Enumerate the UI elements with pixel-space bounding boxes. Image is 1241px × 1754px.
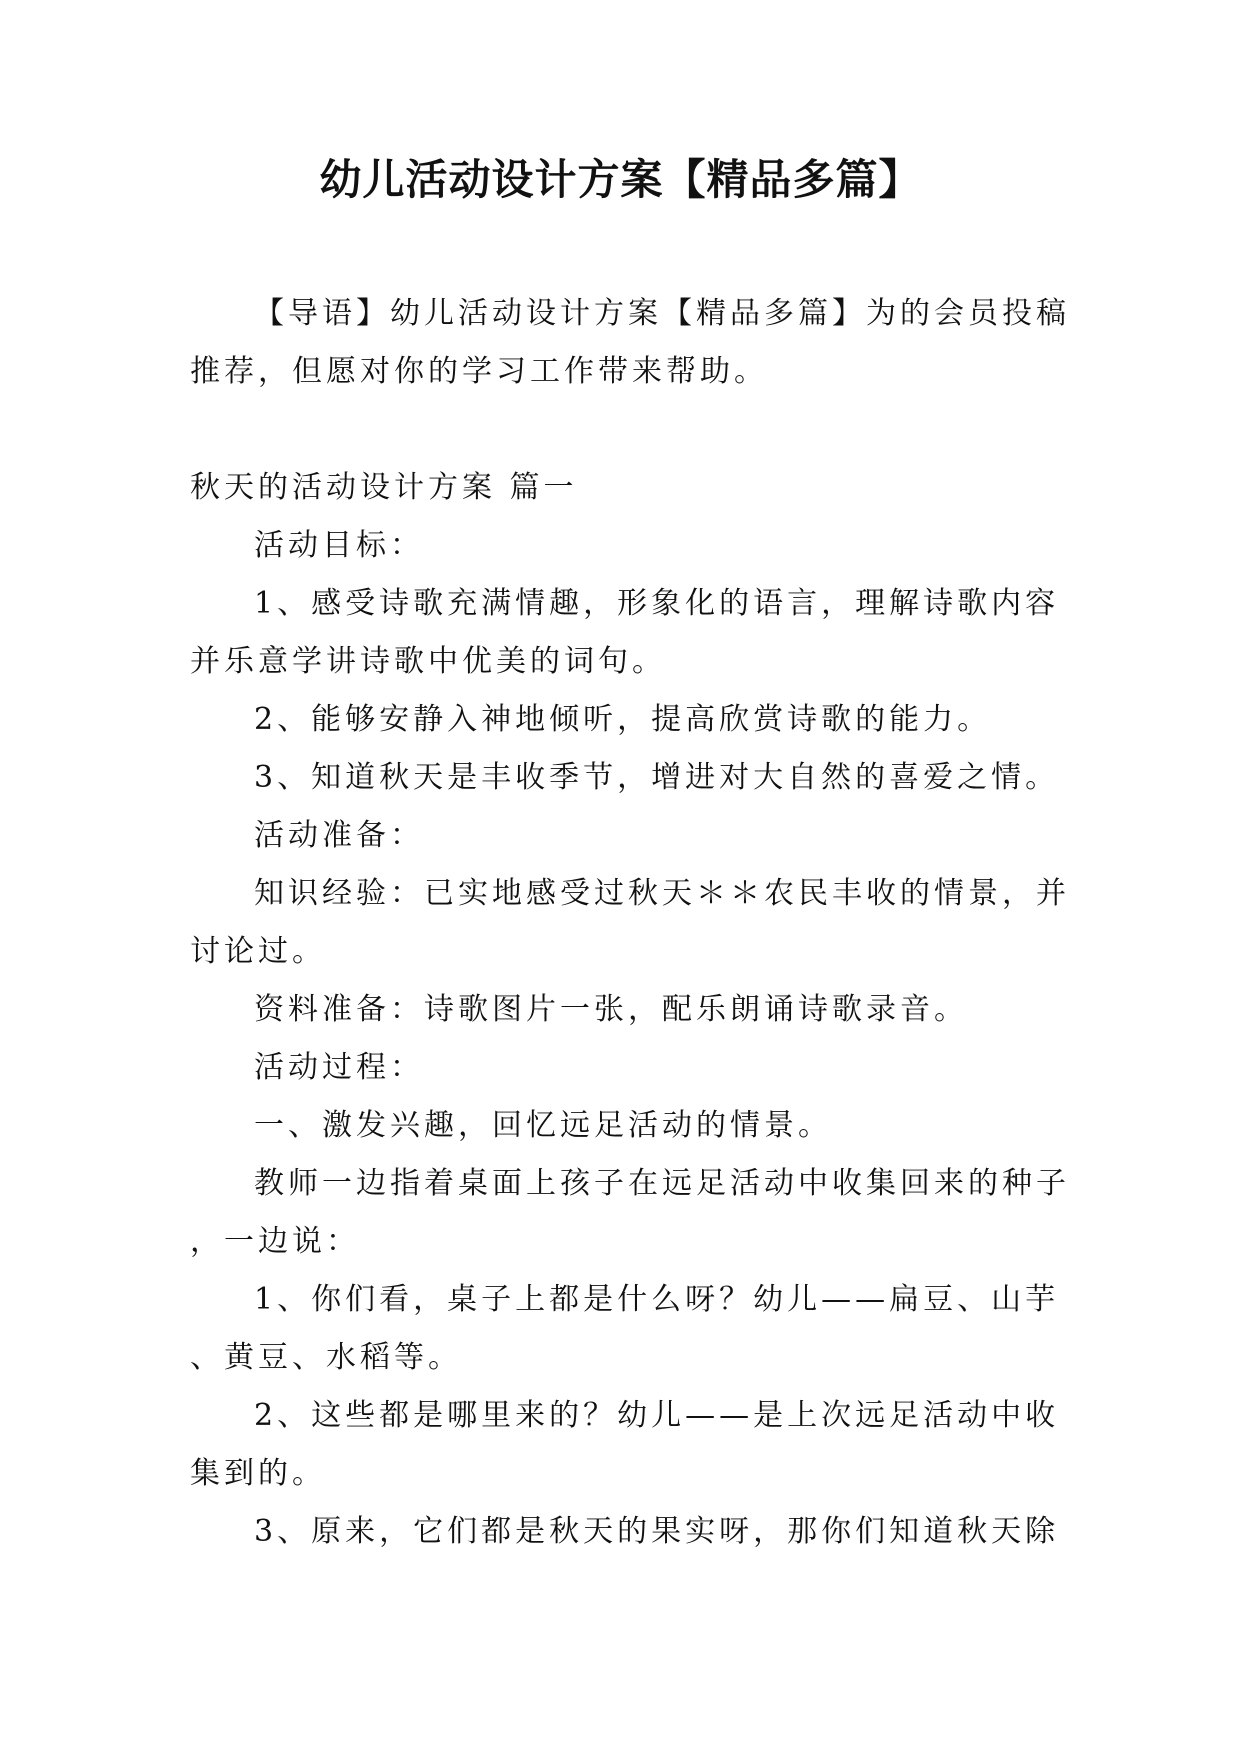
paragraph-teacher-action: 教师一边指着桌面上孩子在远足活动中收集回来的种子，一边说： [190, 1166, 1070, 1259]
paragraph-question-1: 1、你们看，桌子上都是什么呀？幼儿——扁豆、山芋、黄豆、水稻等。 [190, 1282, 1060, 1375]
document-body [190, 285, 1070, 1561]
paragraph-goal-2: 2、能够安静入神地倾听，提高欣赏诗歌的能力。 [254, 702, 992, 737]
paragraph-goal-1: 1、感受诗歌充满情趣，形象化的语言，理解诗歌内容并乐意学讲诗歌中优美的词句。 [190, 586, 1060, 679]
paragraph-step-1: 一、激发兴趣，回忆远足活动的情景。 [254, 1108, 832, 1143]
paragraph-knowledge-prep: 知识经验：已实地感受过秋天＊＊农民丰收的情景，并讨论过。 [190, 876, 1070, 969]
section-heading: 秋天的活动设计方案 篇一 [190, 470, 578, 505]
paragraph-activity-goals-heading: 活动目标： [254, 528, 424, 563]
paragraph-process-heading: 活动过程： [254, 1050, 424, 1085]
paragraph-question-2: 2、这些都是哪里来的？幼儿——是上次远足活动中收集到的。 [190, 1398, 1060, 1491]
paragraph-goal-3: 3、知道秋天是丰收季节，增进对大自然的喜爱之情。 [254, 760, 1060, 795]
paragraph-question-3: 3、原来，它们都是秋天的果实呀，那你们知道秋天除 [254, 1514, 1060, 1549]
paragraph-preparation-heading: 活动准备： [254, 818, 424, 853]
document-title: 幼儿活动设计方案【精品多篇】 [319, 155, 922, 204]
intro-paragraph: 【导语】幼儿活动设计方案【精品多篇】为的会员投稿推荐，但愿对你的学习工作带来帮助。 [190, 296, 1070, 389]
paragraph-material-prep: 资料准备：诗歌图片一张，配乐朗诵诗歌录音。 [254, 992, 968, 1027]
